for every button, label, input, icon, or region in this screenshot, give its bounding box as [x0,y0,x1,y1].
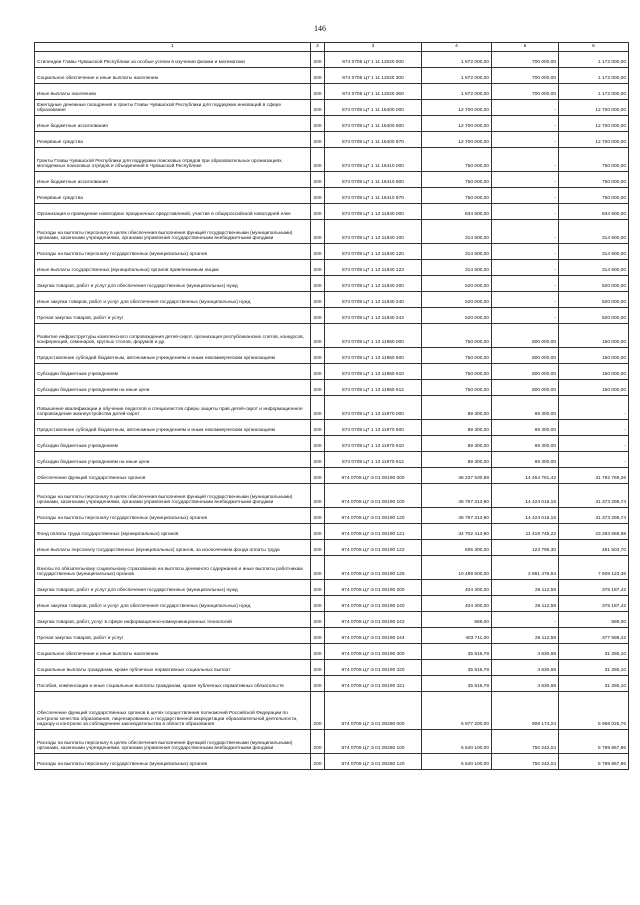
row-name: Предоставление субсидий бюджетным, автономным учреждениям и иным некоммерческим организациям [35,420,311,436]
row-amount-approved: 834 600,00 [422,204,492,220]
row-amount-approved: 750 000,00 [422,188,492,204]
table-body [35,52,629,770]
table-row [35,580,629,596]
row-amount-unexecuted: 150 000,00 [559,324,629,348]
row-name: Иные закупки товаров, работ и услуг для обеспечения государственных (муниципальных) нужд [35,292,311,308]
row-amount-unexecuted: 31 286,10 [559,676,629,692]
row-classification-code: 874 0709 Ц7 1 12 11940 123 [325,260,422,276]
row-amount-approved: 605 300,00 [422,540,492,556]
row-amount-approved: 750 000,00 [422,324,492,348]
column-header-5: 5 [492,43,559,52]
row-amount-approved: 46 237 530,88 [422,468,492,484]
row-name: Закупка товаров, работ и услуг для обеспечения государственных (муниципальных) нужд [35,580,311,596]
table-row [35,754,629,770]
table-row [35,172,629,188]
row-classification-code: 874 0709 Ц7 Э 01 00280 100 [325,730,422,754]
row-code: 200 [311,220,325,244]
table-row [35,628,629,644]
row-code: 200 [311,84,325,100]
table-row [35,188,629,204]
row-classification-code: 874 0706 Ц7 1 11 11920 360 [325,84,422,100]
row-amount-approved: 12 700 000,00 [422,100,492,116]
row-classification-code: 874 0709 Ц7 Э 01 00190 300 [325,644,422,660]
row-name: Обеспечение функций государственных органов в целях осуществления полномочий Российской Федерации по контролю качества образования, лицензированию и государственной аккредитации образовательной деятельности, надзору и контролю за соблюдением законодательства в области образования [35,692,311,730]
row-name: Стипендии Главы Чувашской Республики за особые успехи в изучении физики и математики [35,52,311,68]
table-row [35,540,629,556]
column-number-row [35,43,629,52]
row-amount-unexecuted: 5 789 857,96 [559,754,629,770]
table-row [35,484,629,508]
row-amount-executed: 750 242,04 [492,754,559,770]
row-amount-executed: - [492,116,559,132]
column-header-1: 1 [35,43,311,52]
row-code: 200 [311,396,325,420]
column-header-2: 2 [311,43,325,52]
row-amount-approved: 1 872 000,00 [422,52,492,68]
row-amount-executed: 89 300,00 [492,396,559,420]
row-amount-executed: 4 630,68 [492,676,559,692]
row-amount-unexecuted: 150 000,00 [559,364,629,380]
row-code: 200 [311,324,325,348]
row-name: Расходы на выплаты персоналу в целях обеспечения выполнения функций государственными (муниципальными) органами, казенными учреждениями, органами управления государственными внебюджетными фондами [35,220,311,244]
row-classification-code: 874 0709 Ц7 Э 01 00190 122 [325,540,422,556]
row-amount-approved: 45 797 313,90 [422,484,492,508]
row-amount-unexecuted: 31 286,10 [559,644,629,660]
table-row [35,380,629,396]
row-classification-code: 874 0709 Ц7 1 11 16400 000 [325,100,422,116]
row-amount-approved: 750 000,00 [422,348,492,364]
row-amount-executed: 600 000,00 [492,324,559,348]
row-classification-code: 874 0709 Ц7 1 11 16410 870 [325,188,422,204]
row-name: Закупка товаров, работ, услуг в сфере информационно-коммуникационных технологий [35,612,311,628]
row-classification-code: 874 0709 Ц7 Э 01 00190 240 [325,596,422,612]
row-amount-approved: 34 702 413,90 [422,524,492,540]
row-code: 200 [311,508,325,524]
row-amount-executed: 14 424 018,16 [492,484,559,508]
row-amount-executed: 2 881 476,64 [492,556,559,580]
row-classification-code: 874 0709 Ц7 1 11 16410 000 [325,148,422,172]
row-amount-executed: 14 454 761,42 [492,468,559,484]
row-name: Пособия, компенсации и иные социальные выплаты гражданам, кроме публичных нормативных обязательств [35,676,311,692]
row-amount-unexecuted: 31 782 769,26 [559,468,629,484]
table-row [35,220,629,244]
row-classification-code: 874 0709 Ц7 1 12 11940 240 [325,292,422,308]
row-classification-code: 874 0709 Ц7 Э 01 00190 100 [325,484,422,508]
row-amount-approved: 45 797 313,90 [422,508,492,524]
row-classification-code: 874 0709 Ц7 1 11 16400 800 [325,116,422,132]
row-amount-executed: - [492,308,559,324]
row-amount-approved: 520 000,00 [422,308,492,324]
row-code: 200 [311,172,325,188]
row-amount-unexecuted: 23 283 668,68 [559,524,629,540]
table-row [35,556,629,580]
row-amount-unexecuted: 378 187,42 [559,596,629,612]
table-row [35,660,629,676]
row-amount-unexecuted: 150 000,00 [559,348,629,364]
row-amount-unexecuted: 1 172 000,00 [559,68,629,84]
row-classification-code: 874 0709 Ц7 Э 01 00190 320 [325,660,422,676]
table-row [35,324,629,348]
row-name: Фонд оплаты труда государственных (муниципальных) органов [35,524,311,540]
row-code: 200 [311,730,325,754]
row-amount-approved: 89 300,00 [422,452,492,468]
row-code: 200 [311,420,325,436]
row-code: 200 [311,308,325,324]
row-amount-unexecuted: 314 600,00 [559,244,629,260]
row-code: 200 [311,660,325,676]
table-row [35,100,629,116]
row-classification-code: 874 0709 Ц7 Э 01 00190 129 [325,556,422,580]
row-amount-unexecuted: 5 968 025,76 [559,692,629,730]
row-amount-unexecuted: 150 000,00 [559,380,629,396]
row-classification-code: 874 0709 Ц7 Э 01 00280 120 [325,754,422,770]
column-header-6: 6 [559,43,629,52]
row-amount-executed: 750 242,04 [492,730,559,754]
row-amount-executed: 89 300,00 [492,420,559,436]
row-amount-approved: 750 000,00 [422,148,492,172]
row-amount-executed: 11 418 745,22 [492,524,559,540]
row-amount-approved: 35 916,78 [422,660,492,676]
row-name: Социальные выплаты гражданам, кроме публичных нормативных социальных выплат [35,660,311,676]
table-row [35,508,629,524]
row-amount-approved: 403 711,00 [422,628,492,644]
row-amount-executed: - [492,188,559,204]
row-amount-executed: 26 112,58 [492,628,559,644]
table-row [35,644,629,660]
table-row [35,420,629,436]
row-amount-unexecuted: 31 373 295,74 [559,508,629,524]
row-amount-approved: 750 000,00 [422,172,492,188]
row-code: 200 [311,540,325,556]
row-amount-executed: 14 424 018,16 [492,508,559,524]
page-number: 146 [314,24,326,33]
table-row [35,84,629,100]
row-classification-code: 874 0709 Ц7 Э 01 00190 120 [325,508,422,524]
table-row [35,524,629,540]
row-amount-executed: 26 112,58 [492,596,559,612]
row-classification-code: 874 0709 Ц7 Э 01 00190 244 [325,628,422,644]
row-amount-approved: 6 877 200,00 [422,692,492,730]
row-classification-code: 874 0709 Ц7 1 13 11960 612 [325,380,422,396]
row-amount-unexecuted: 750 000,00 [559,188,629,204]
row-amount-unexecuted: 12 700 000,00 [559,132,629,148]
table-row [35,396,629,420]
row-name: Гранты Главы Чувашской Республики для поддержки поисковых отрядов при образовательных организациях, молодежных поисковых отрядов и объединений в Чувашской Республике [35,148,311,172]
row-code: 200 [311,580,325,596]
row-amount-approved: 6 540 100,00 [422,754,492,770]
row-name: Предоставление субсидий бюджетным, автономным учреждениям и иным некоммерческим организациям [35,348,311,364]
row-name: Взносы по обязательному социальному страхованию на выплаты денежного содержания и иные выплаты работникам государственных (муниципальных) органов [35,556,311,580]
row-classification-code: 874 0709 Ц7 Э 01 00280 000 [325,692,422,730]
row-amount-unexecuted: - [559,396,629,420]
row-amount-executed: 4 630,68 [492,660,559,676]
row-amount-executed: 700 000,00 [492,84,559,100]
row-name: Субсидии бюджетным учреждениям [35,436,311,452]
table-row [35,468,629,484]
row-code: 200 [311,68,325,84]
row-classification-code: 874 0709 Ц7 1 13 11970 612 [325,452,422,468]
row-amount-approved: 12 700 000,00 [422,116,492,132]
row-code: 200 [311,676,325,692]
row-amount-approved: 314 600,00 [422,244,492,260]
row-classification-code: 874 0709 Ц7 1 13 11970 610 [325,436,422,452]
row-code: 200 [311,596,325,612]
row-classification-code: 874 0709 Ц7 1 12 11940 120 [325,244,422,260]
row-name: Ежегодные денежные поощрения и гранты Главы Чувашской Республики для поддержки инноваций в сфере образования [35,100,311,116]
row-amount-approved: 89 300,00 [422,436,492,452]
row-classification-code: 874 0709 Ц7 Э 01 00190 200 [325,580,422,596]
table-row [35,132,629,148]
row-amount-executed: - [492,100,559,116]
row-name: Иные бюджетные ассигнования [35,116,311,132]
budget-table [34,42,629,770]
row-amount-unexecuted: 377 598,42 [559,628,629,644]
row-name: Иные выплаты государственных (муниципальных) органов привлекаемым лицам [35,260,311,276]
row-amount-executed: - [492,612,559,628]
row-amount-approved: 750 000,00 [422,380,492,396]
table-row [35,204,629,220]
row-amount-unexecuted: 520 000,00 [559,276,629,292]
table-row [35,692,629,730]
row-amount-executed: 26 112,58 [492,580,559,596]
row-amount-executed: - [492,276,559,292]
row-amount-executed: 909 174,24 [492,692,559,730]
row-amount-unexecuted: 7 608 123,36 [559,556,629,580]
row-amount-unexecuted: 589,00 [559,612,629,628]
row-amount-executed: - [492,132,559,148]
row-amount-unexecuted: 1 172 000,00 [559,52,629,68]
row-amount-unexecuted: 834 600,00 [559,204,629,220]
table-row [35,348,629,364]
row-amount-unexecuted: - [559,452,629,468]
row-amount-unexecuted: 1 172 000,00 [559,84,629,100]
row-name: Резервные средства [35,188,311,204]
table-row [35,612,629,628]
row-amount-approved: 35 916,78 [422,676,492,692]
table-row [35,730,629,754]
row-amount-executed: 89 300,00 [492,452,559,468]
row-amount-executed: - [492,204,559,220]
table-row [35,68,629,84]
row-amount-unexecuted: 520 000,00 [559,292,629,308]
row-classification-code: 874 0709 Ц7 1 13 11960 000 [325,324,422,348]
table-row [35,364,629,380]
row-amount-unexecuted: 12 700 000,00 [559,116,629,132]
row-name: Резервные средства [35,132,311,148]
row-amount-unexecuted: 520 000,00 [559,308,629,324]
row-classification-code: 874 0709 Ц7 1 13 11970 600 [325,420,422,436]
row-code: 200 [311,244,325,260]
row-amount-executed: - [492,172,559,188]
row-name: Организация и проведение новогодних праздничных представлений, участие в общероссийской новогодней елке [35,204,311,220]
row-amount-unexecuted: 5 789 857,96 [559,730,629,754]
row-amount-unexecuted: 31 373 295,74 [559,484,629,508]
row-amount-approved: 89 300,00 [422,420,492,436]
row-amount-executed: - [492,244,559,260]
row-amount-approved: 1 872 000,00 [422,68,492,84]
row-classification-code: 874 0709 Ц7 1 12 11940 100 [325,220,422,244]
table-row [35,148,629,172]
row-amount-executed: - [492,292,559,308]
row-code: 200 [311,484,325,508]
row-amount-approved: 12 700 000,00 [422,132,492,148]
row-code: 200 [311,116,325,132]
row-code: 200 [311,132,325,148]
row-amount-approved: 314 600,00 [422,220,492,244]
row-amount-approved: 89 300,00 [422,396,492,420]
row-name: Субсидии бюджетным учреждениям на иные цели [35,452,311,468]
row-code: 200 [311,204,325,220]
row-classification-code: 874 0709 Ц7 1 13 11960 600 [325,348,422,364]
row-name: Иные бюджетные ассигнования [35,172,311,188]
row-amount-executed: 600 000,00 [492,364,559,380]
row-name: Иные закупки товаров, работ и услуг для обеспечения государственных (муниципальных) нужд [35,596,311,612]
table-row [35,292,629,308]
row-code: 200 [311,628,325,644]
row-code: 200 [311,52,325,68]
row-amount-approved: 520 000,00 [422,276,492,292]
row-code: 200 [311,292,325,308]
row-amount-approved: 404 300,00 [422,596,492,612]
row-classification-code: 874 0706 Ц7 1 11 11920 000 [325,52,422,68]
row-amount-approved: 1 872 000,00 [422,84,492,100]
row-name: Расходы на выплаты персоналу в целях обеспечения выполнения функций государственными (муниципальными) органами, казенными учреждениями, органами управления государственными внебюджетными фондами [35,730,311,754]
row-amount-executed: 700 000,00 [492,52,559,68]
row-amount-executed: 600 000,00 [492,348,559,364]
row-name: Субсидии бюджетным учреждениям на иные цели [35,380,311,396]
table-row [35,260,629,276]
row-amount-executed: 700 000,00 [492,68,559,84]
row-amount-approved: 520 000,00 [422,292,492,308]
row-amount-approved: 750 000,00 [422,364,492,380]
row-code: 200 [311,364,325,380]
table-row [35,276,629,292]
row-code: 200 [311,276,325,292]
row-classification-code: 874 0709 Ц7 Э 01 00190 242 [325,612,422,628]
row-amount-approved: 314 600,00 [422,260,492,276]
row-code: 200 [311,556,325,580]
row-name: Развитие инфраструктуры комплексного сопровождения детей-сирот, организация республиканских слетов, конкурсов, конференций, семинаров, круглых столов, форумов и др. [35,324,311,348]
row-amount-unexecuted: 750 000,00 [559,148,629,172]
row-amount-approved: 10 489 600,00 [422,556,492,580]
row-amount-unexecuted: 314 600,00 [559,220,629,244]
row-name: Расходы на выплаты персоналу государственных (муниципальных) органов [35,244,311,260]
row-name: Закупка товаров, работ и услуг для обеспечения государственных (муниципальных) нужд [35,276,311,292]
row-classification-code: 874 0709 Ц7 Э 01 00190 321 [325,676,422,692]
table-row [35,308,629,324]
row-amount-executed: 600 000,00 [492,380,559,396]
row-code: 200 [311,468,325,484]
row-name: Социальное обеспечение и иные выплаты населению [35,644,311,660]
row-amount-unexecuted: 31 286,10 [559,660,629,676]
row-classification-code: 874 0709 Ц7 1 12 11940 000 [325,204,422,220]
row-name: Субсидии бюджетным учреждениям [35,364,311,380]
row-classification-code: 874 0709 Ц7 1 13 11970 000 [325,396,422,420]
row-code: 200 [311,754,325,770]
row-amount-executed: - [492,220,559,244]
row-amount-executed: - [492,260,559,276]
row-code: 200 [311,188,325,204]
row-amount-executed: 123 796,30 [492,540,559,556]
row-code: 200 [311,612,325,628]
row-name: Иные выплаты персоналу государственных (муниципальных) органов, за исключением фонда оплаты труда [35,540,311,556]
row-classification-code: 874 0709 Ц7 1 13 11960 610 [325,364,422,380]
row-code: 200 [311,100,325,116]
table-row [35,116,629,132]
table-row [35,244,629,260]
row-amount-executed: 89 300,00 [492,436,559,452]
column-header-3: 3 [325,43,422,52]
row-amount-unexecuted: 750 000,00 [559,172,629,188]
table-row [35,452,629,468]
row-name: Расходы на выплаты персоналу государственных (муниципальных) органов [35,508,311,524]
row-name: Обеспечение функций государственных органов [35,468,311,484]
row-name: Расходы на выплаты персоналу государственных (муниципальных) органов [35,754,311,770]
row-amount-approved: 404 300,00 [422,580,492,596]
row-name: Повышение квалификации и обучение педагогов и специалистов сферы защиты прав детей-сирот и информационное сопровождение жизнеустройства детей-сирот [35,396,311,420]
row-name: Расходы на выплаты персоналу в целях обеспечения выполнения функций государственными (муниципальными) органами, казенными учреждениями, органами управления государственными внебюджетными фондами [35,484,311,508]
table-row [35,676,629,692]
row-classification-code: 874 0709 Ц7 Э 01 00190 121 [325,524,422,540]
row-code: 200 [311,380,325,396]
row-amount-executed: - [492,148,559,172]
row-code: 200 [311,692,325,730]
row-amount-unexecuted: 314 600,00 [559,260,629,276]
row-amount-approved: 589,00 [422,612,492,628]
row-amount-unexecuted: 481 503,70 [559,540,629,556]
row-name: Прочая закупка товаров, работ и услуг [35,628,311,644]
row-code: 200 [311,436,325,452]
row-amount-executed: 4 630,68 [492,644,559,660]
row-classification-code: 874 0709 Ц7 1 12 11940 244 [325,308,422,324]
row-amount-unexecuted: - [559,420,629,436]
row-amount-approved: 35 916,78 [422,644,492,660]
row-classification-code: 874 0709 Ц7 Э 01 00190 000 [325,468,422,484]
table-row [35,436,629,452]
table-row [35,52,629,68]
row-amount-unexecuted: 12 700 000,00 [559,100,629,116]
row-classification-code: 874 0709 Ц7 1 11 16400 870 [325,132,422,148]
row-code: 200 [311,260,325,276]
row-classification-code: 874 0706 Ц7 1 11 11920 300 [325,68,422,84]
row-code: 200 [311,644,325,660]
row-classification-code: 874 0709 Ц7 1 11 16410 800 [325,172,422,188]
row-name: Иные выплаты населению [35,84,311,100]
row-amount-unexecuted: - [559,436,629,452]
row-name: Социальное обеспечение и иные выплаты населению [35,68,311,84]
row-amount-unexecuted: 378 187,42 [559,580,629,596]
column-header-4: 4 [422,43,492,52]
row-amount-approved: 6 540 100,00 [422,730,492,754]
row-name: Прочая закупка товаров, работ и услуг [35,308,311,324]
row-code: 200 [311,348,325,364]
row-code: 200 [311,148,325,172]
row-code: 200 [311,524,325,540]
table-row [35,596,629,612]
row-classification-code: 874 0709 Ц7 1 12 11940 200 [325,276,422,292]
row-code: 200 [311,452,325,468]
